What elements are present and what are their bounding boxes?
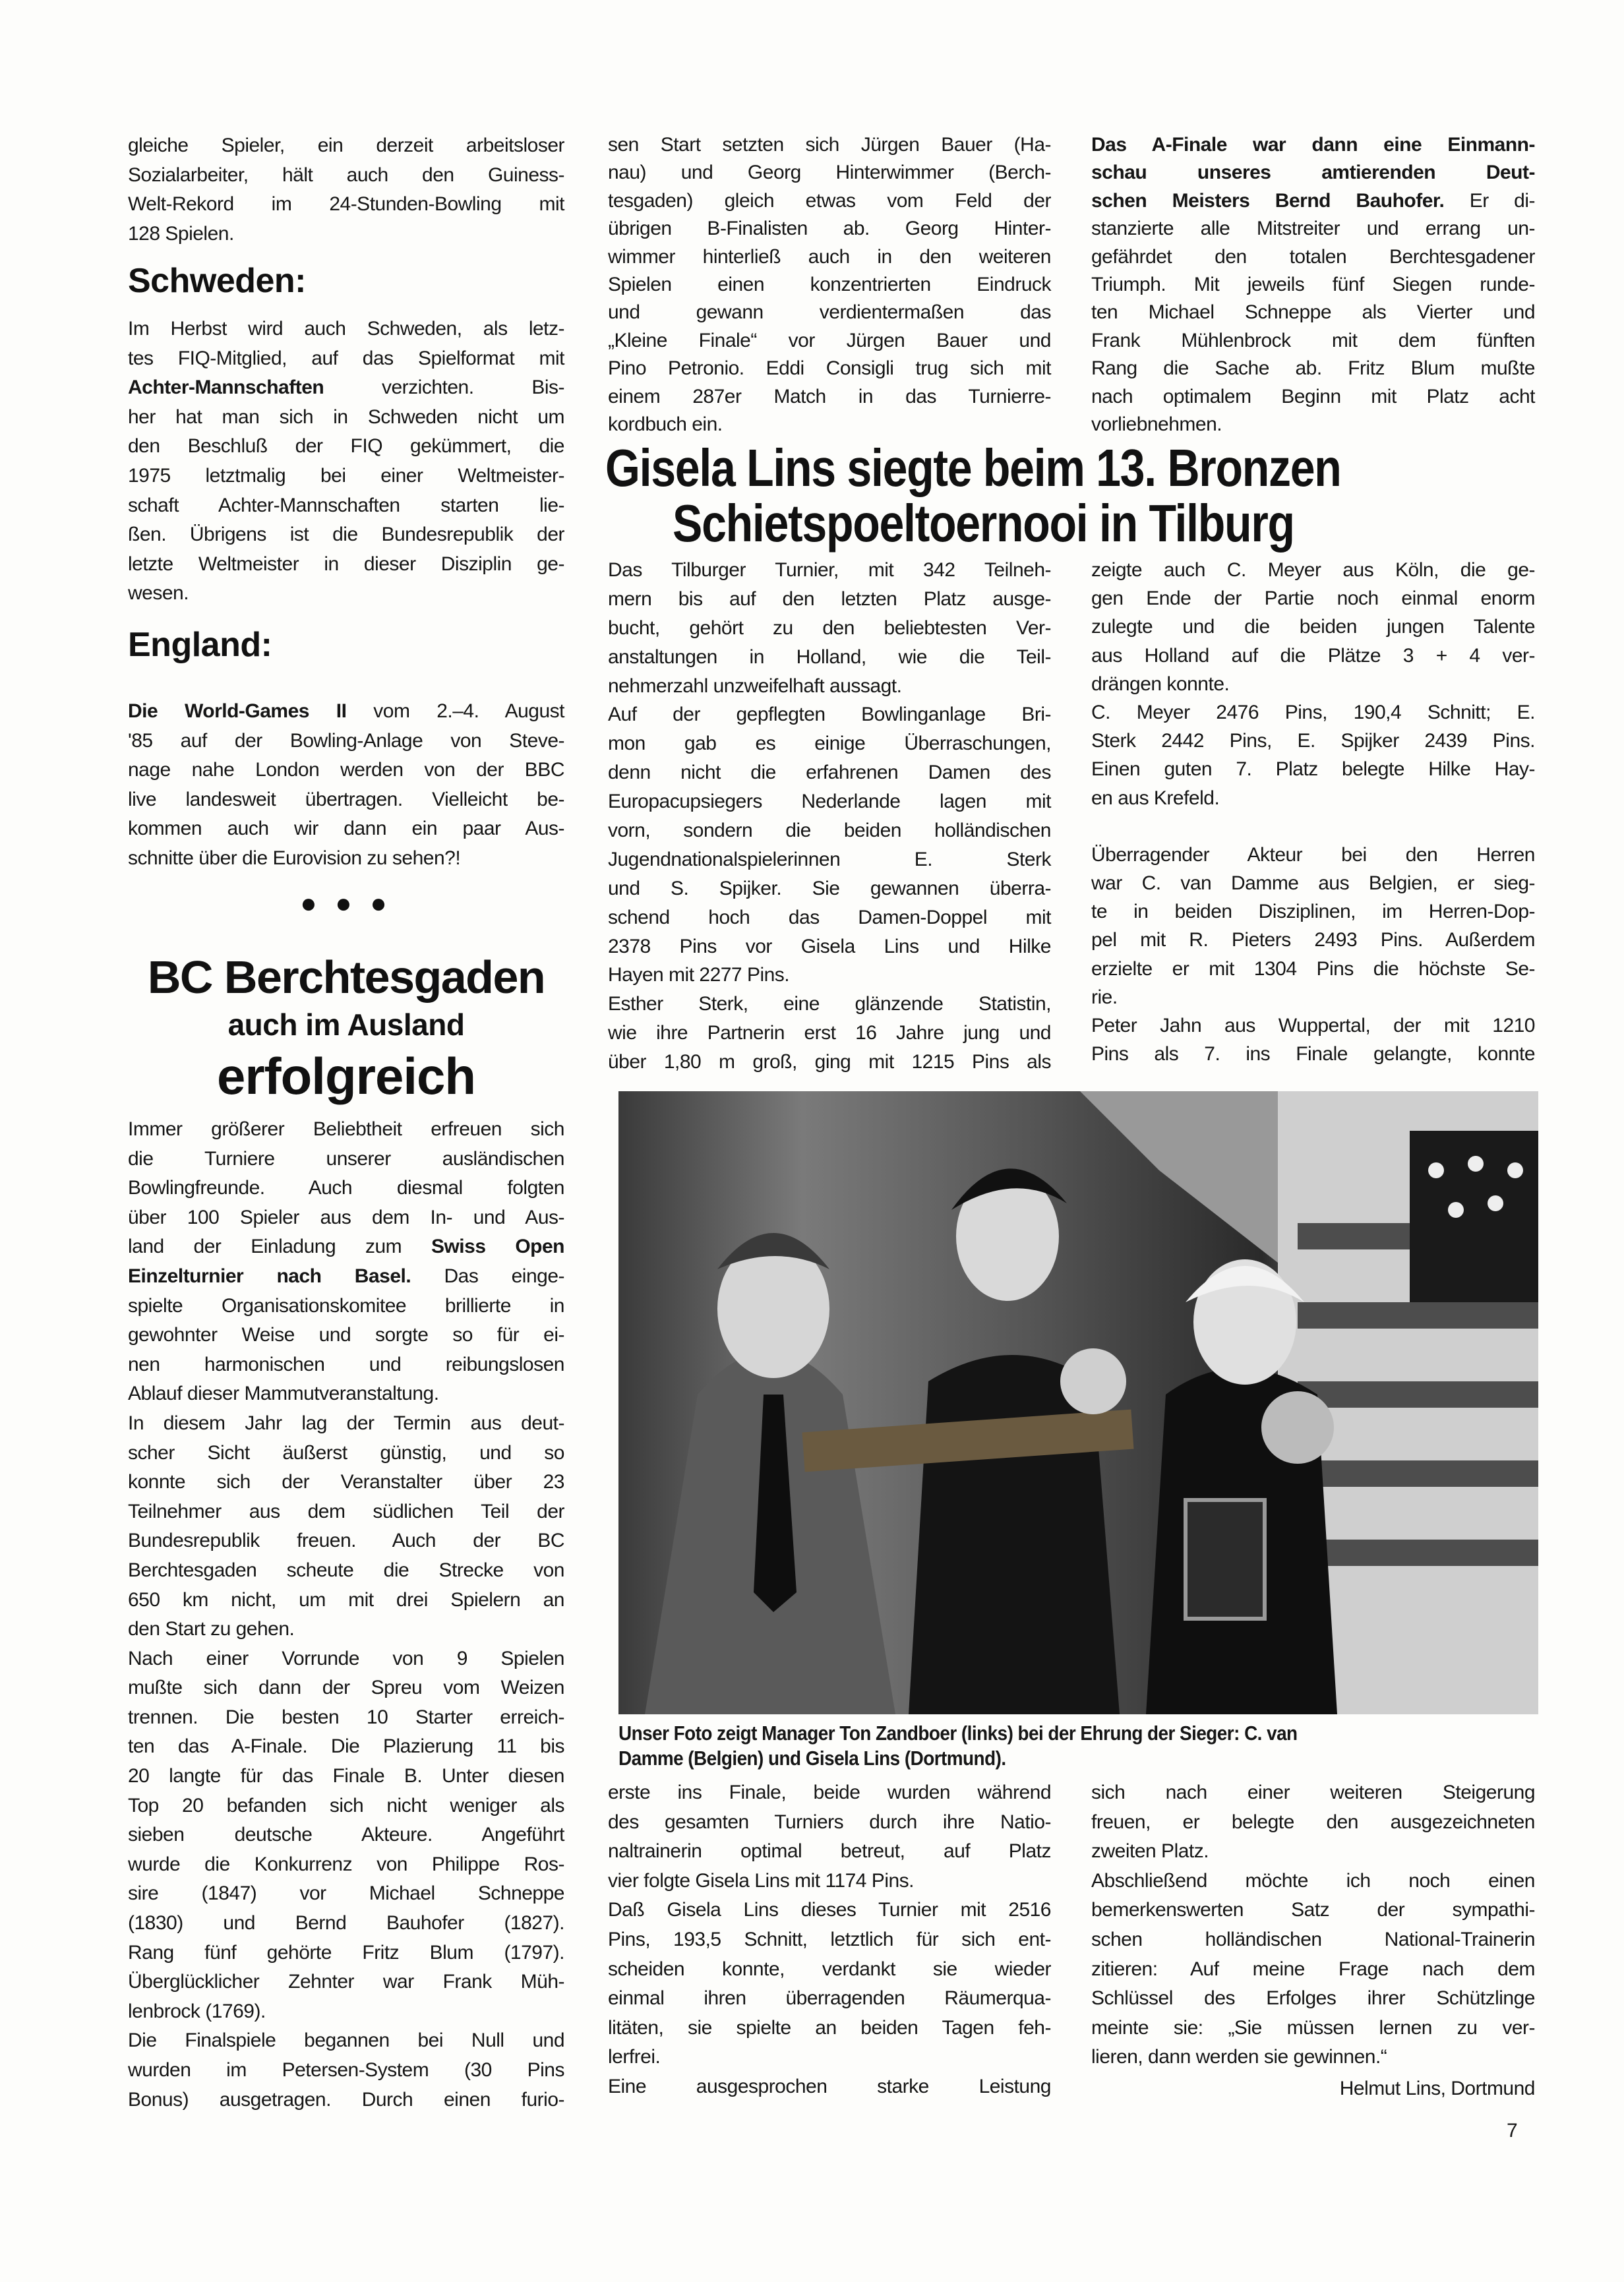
text-line: aus Holland auf die Plätze 3 + 4 ver-	[1091, 644, 1535, 667]
text-line: nach optimalem Beginn mit Platz acht	[1091, 385, 1535, 407]
text-line: tesgaden) gleich etwas vom Feld der	[608, 189, 1051, 212]
page-number: 7	[1507, 2120, 1518, 2142]
text-line: des gesamten Turniers durch ihre Natio-	[608, 1811, 1051, 1833]
text-line: In diesem Jahr lag der Termin aus deut-	[128, 1412, 564, 1434]
text-line: schen holländischen National-Trainerin	[1091, 1928, 1535, 1950]
text-line: Triumph. Mit jeweils fünf Siegen runde-	[1091, 273, 1535, 295]
text-line: Bundesrepublik freuen. Auch der BC	[128, 1530, 564, 1552]
text-line: Im Herbst wird auch Schweden, als letz-	[128, 318, 564, 340]
text-line: spielte Organisationskomitee brillierte in	[128, 1294, 564, 1317]
text-line: Pins als 7. ins Finale gelangte, konnte	[1091, 1043, 1535, 1066]
text-line: Eine ausgesprochen starke Leistung	[608, 2075, 1051, 2097]
text-line: Das Tilburger Turnier, mit 342 Teilneh-	[608, 559, 1051, 581]
text-line: die Turniere unserer ausländischen	[128, 1147, 564, 1170]
tilburg-headline-line1: Gisela Lins siegte beim 13. Bronzen	[605, 438, 1341, 497]
text-line: Welt-Rekord im 24-Stunden-Bowling mit	[128, 193, 564, 216]
text-line: Rang die Sache ab. Fritz Blum mußte	[1091, 357, 1535, 380]
text-line: Sterk 2442 Pins, E. Spijker 2439 Pins.	[1091, 730, 1535, 752]
award-photo	[618, 1091, 1538, 1714]
text-line: zulegte und die beiden jungen Talente	[1091, 616, 1535, 638]
text-line: bucht, gehört zu den beliebtesten Ver-	[608, 616, 1051, 639]
text-line: C. Meyer 2476 Pins, 190,4 Schnitt; E.	[1091, 701, 1535, 723]
text-line: Nach einer Vorrunde von 9 Spielen	[128, 1647, 564, 1669]
text-line: sich nach einer weiteren Steigerung	[1091, 1782, 1535, 1803]
text-line: nage nahe London werden von der BBC	[128, 759, 564, 781]
text-line: rie.	[1091, 986, 1118, 1008]
text-line: sire (1847) vor Michael Schneppe	[128, 1882, 564, 1905]
bc-title-2: erfolgreich	[216, 1047, 476, 1105]
text-line: nehmerzahl unzweifelhaft aussagt.	[608, 675, 902, 697]
text-line: Berchtesgaden scheute die Strecke von	[128, 1559, 564, 1581]
text-line: schaft Achter-Mannschaften starten lie-	[128, 494, 564, 516]
text-line: gleiche Spieler, ein derzeit arbeitsloser	[128, 135, 564, 156]
text: vom 2.–4. August	[346, 700, 564, 722]
author-byline: Helmut Lins, Dortmund	[1339, 2078, 1535, 2099]
text-line: en aus Krefeld.	[1091, 787, 1220, 809]
text-line: ten Michael Schneppe als Vierter und	[1091, 301, 1535, 324]
tilburg-col3-bottom-text	[1091, 1778, 1535, 2072]
caption-line-2: Damme (Belgien) und Gisela Lins (Dortmund).	[618, 1747, 1006, 1770]
tilburg-headline-line2: Schietspoeltoernooi in Tilburg	[673, 494, 1294, 553]
text-line: bemerkenswerten Satz der sympathi-	[1091, 1899, 1535, 1921]
text-line: Sozialarbeiter, hält auch den Guiness-	[128, 164, 564, 186]
text-line: ten das A-Finale. Die Plazierung 11 bis	[128, 1735, 564, 1758]
bc-subtitle: auch im Ausland	[227, 1007, 465, 1042]
text-line: war C. van Damme aus Belgien, er sieg-	[1091, 872, 1535, 895]
text-line: lieren, dann werden sie gewinnen.“	[1091, 2046, 1387, 2068]
text-line: konnte sich der Veranstalter über 23	[128, 1471, 564, 1493]
bold-text: Einzelturnier nach Basel.	[128, 1265, 411, 1287]
text-line: 128 Spielen.	[128, 222, 234, 245]
text-line: Frank Mühlenbrock mit dem fünften	[1091, 329, 1535, 351]
text-line: Die Finalspiele begannen bei Null und	[128, 2029, 564, 2052]
text-line: einem 287er Match in das Turnierre-	[608, 385, 1051, 407]
text-line: stanzierte alle Mitstreiter und errang un-	[1091, 218, 1535, 240]
text-line: te in beiden Disziplinen, im Herren-Dop-	[1091, 901, 1535, 923]
text-line: wie ihre Partnerin erst 16 Jahre jung und	[608, 1022, 1051, 1044]
text-line: Bonus) ausgetragen. Durch einen furio-	[128, 2088, 564, 2111]
text: land der Einladung zum	[128, 1236, 431, 1258]
text: verzichten. Bis-	[324, 376, 564, 399]
text-line: vier folgte Gisela Lins mit 1174 Pins.	[608, 1869, 915, 1892]
text-line: gefährdet den totalen Berchtesgadener	[1091, 245, 1535, 268]
bold-text: Achter-Mannschaften	[128, 376, 324, 399]
text-line: wurde die Konkurrenz von Philippe Ros-	[128, 1853, 564, 1875]
text-line: letzte Weltmeister in dieser Disziplin ge-	[128, 553, 564, 575]
caption-line-1: Unser Foto zeigt Manager Ton Zandboer (links) bei der Ehrung der Sieger: C. van	[618, 1722, 1298, 1745]
text-line: Pino Petronio. Eddi Consigli trug sich mit	[608, 357, 1051, 380]
text-line: Überragender Akteur bei den Herren	[1091, 843, 1535, 866]
text-line: Auf der gepflegten Bowlinganlage Bri-	[608, 704, 1051, 726]
photo-scene	[618, 1091, 1538, 1714]
col2-continued-text	[608, 131, 1051, 438]
text: Das einge-	[411, 1265, 564, 1287]
text-line: '85 auf der Bowling-Anlage von Steve-	[128, 729, 564, 752]
text-line: freuen, er belegte den ausgezeichneten	[1091, 1811, 1535, 1833]
text-line: kordbuch ein.	[608, 413, 723, 435]
text-line: Immer größerer Beliebtheit erfreuen sich	[128, 1118, 564, 1140]
england-text	[128, 697, 564, 874]
col1-intro-text	[128, 131, 564, 249]
text-line: 650 km nicht, um mit drei Spielern an	[128, 1588, 564, 1611]
text-line	[128, 1262, 564, 1292]
text-line	[1091, 159, 1535, 187]
text-line: mern bis auf den letzten Platz ausge-	[608, 587, 1051, 610]
separator-dots: ● ● ●	[300, 887, 392, 918]
text-line: wurden im Petersen-System (30 Pins	[128, 2059, 564, 2081]
text-line: gewohnter Weise und sorgte so für ei-	[128, 1324, 564, 1346]
text-line	[1091, 812, 1535, 841]
text-line: über 100 Spieler aus dem In- und Aus-	[128, 1206, 564, 1228]
text-line: 20 langte für das Finale B. Unter diesen	[128, 1765, 564, 1787]
text-line: wimmer hinterließ auch in den weiteren	[608, 245, 1051, 268]
text-line: Abschließend möchte ich noch einen	[1091, 1869, 1535, 1892]
bc-article-text	[128, 1115, 564, 2115]
text-line: Überglücklicher Zehnter war Frank Müh-	[128, 1971, 564, 1993]
heading-schweden: Schweden:	[128, 262, 306, 300]
text-line: schnitte über die Eurovision zu sehen?!	[128, 847, 461, 869]
text-line: Pins, 193,5 Schnitt, letztlich für sich ent-	[608, 1928, 1051, 1950]
text-line	[128, 697, 564, 727]
text-line: nen harmonischen und reibungslosen	[128, 1353, 564, 1375]
text-line	[128, 1232, 564, 1262]
text-line: Hayen mit 2277 Pins.	[608, 964, 790, 986]
text-line: pel mit R. Pieters 2493 Pins. Außerdem	[1091, 929, 1535, 951]
text-line: Daß Gisela Lins dieses Turnier mit 2516	[608, 1899, 1051, 1921]
text-line: Peter Jahn aus Wuppertal, der mit 1210	[1091, 1015, 1535, 1036]
text-line: 2378 Pins vor Gisela Lins und Hilke	[608, 935, 1051, 957]
text-line: Spielen einen konzentrierten Eindruck	[608, 273, 1051, 295]
text-line: naltrainerin optimal betreut, auf Platz	[608, 1840, 1051, 1863]
text-line: zweiten Platz.	[1091, 1840, 1209, 1863]
text-line: sen Start setzten sich Jürgen Bauer (Ha-	[608, 134, 1051, 156]
text-line: mußte sich dann der Spreu vom Weizen	[128, 1677, 564, 1699]
text-line: vorn, sondern die beiden holländischen	[608, 820, 1051, 842]
text-line: Esther Sterk, eine glänzende Statistin,	[608, 993, 1051, 1015]
text-line: zitieren: Auf meine Frage nach dem	[1091, 1958, 1535, 1980]
text-line: scher Sicht äußerst günstig, und so	[128, 1441, 564, 1464]
text-line: Rang fünf gehörte Fritz Blum (1797).	[128, 1941, 564, 1964]
text-line: trennen. Die besten 10 Starter erreich-	[128, 1706, 564, 1728]
text-line: meinte sie: „Sie müssen lernen zu ver-	[1091, 2016, 1535, 2039]
text-line	[1091, 131, 1535, 159]
text-line: tes FIQ-Mitglied, auf das Spielformat mit	[128, 347, 564, 369]
text-line: den Beschluß der FIQ gekümmert, die	[128, 435, 564, 458]
text-line: vorliebnehmen.	[1091, 413, 1222, 435]
text-line: Einen guten 7. Platz belegte Hilke Hay-	[1091, 758, 1535, 781]
tilburg-col3-text	[1091, 556, 1535, 1068]
bold-text: schau unseres amtierenden Deut-	[1091, 162, 1535, 184]
text-line: (1830) und Bernd Bauhofer (1827).	[128, 1912, 564, 1935]
text-line: Bowlingfreunde. Auch diesmal folgten	[128, 1177, 564, 1199]
bold-text: Das A-Finale war dann eine Einmann-	[1091, 134, 1535, 156]
bc-title: BC Berchtesgaden	[147, 951, 545, 1003]
text-line: lenbrock (1769).	[128, 2000, 266, 2022]
bold-text: schen Meisters Bernd Bauhofer.	[1091, 189, 1445, 212]
schweden-text	[128, 315, 564, 609]
text-line: kommen auch wir dann ein paar Aus-	[128, 818, 564, 840]
text-line: lerfrei.	[608, 2046, 661, 2068]
bold-text: Swiss Open	[431, 1236, 564, 1258]
text-line: erzielte er mit 1304 Pins die höchste Se-	[1091, 957, 1535, 980]
text-line: ßen. Übrigens ist die Bundesrepublik der	[128, 524, 564, 546]
text-line: und gewann verdientermaßen das	[608, 301, 1051, 324]
text-line: und S. Spijker. Sie gewannen überra-	[608, 877, 1051, 899]
text-line: nau) und Georg Hinterwimmer (Berch-	[608, 162, 1051, 184]
text-line: litäten, sie spielte an beiden Tagen feh-	[608, 2016, 1051, 2039]
text-line: gen Ende der Partie noch einmal enorm	[1091, 587, 1535, 610]
bold-text: Die World-Games II	[128, 700, 347, 722]
text-line: anstaltungen in Holland, wie die Teil-	[608, 646, 1051, 668]
text-line: live landesweit übertragen. Vielleicht be-	[128, 788, 564, 810]
text-line: Jugendnationalspielerinnen E. Sterk	[608, 848, 1051, 870]
text-line: einmal ihren überragenden Räumerqua-	[608, 1987, 1051, 2010]
text-line: mon gab es einige Überraschungen,	[608, 733, 1051, 755]
text-line: erste ins Finale, beide wurden während	[608, 1782, 1051, 1803]
text-line	[128, 373, 564, 403]
text-line: her hat man sich in Schweden nicht um	[128, 405, 564, 428]
text-line: 1975 letztmalig bei einer Weltmeister-	[128, 464, 564, 487]
text-line: den Start zu gehen.	[128, 1618, 295, 1640]
tilburg-col2-text	[608, 556, 1051, 1077]
tilburg-col2-bottom-text	[608, 1778, 1051, 2102]
text-line: Ablauf dieser Mammutveranstaltung.	[128, 1383, 439, 1405]
text-line: über 1,80 m groß, ging mit 1215 Pins als	[608, 1051, 1051, 1073]
text-line: übrigen B-Finalisten ab. Georg Hinter-	[608, 218, 1051, 240]
text-line: scheiden konnte, verdankt sie wieder	[608, 1958, 1051, 1980]
text: Er di-	[1444, 189, 1535, 212]
text-line: schend hoch das Damen-Doppel mit	[608, 906, 1051, 928]
text-line: wesen.	[128, 582, 189, 605]
text-line: „Kleine Finale“ vor Jürgen Bauer und	[608, 329, 1051, 351]
text-line: Schlüssel des Erfolges ihrer Schützlinge	[1091, 1987, 1535, 2010]
col3-continued-text	[1091, 131, 1535, 438]
text-line: drängen konnte.	[1091, 673, 1230, 695]
text-line: Teilnehmer aus dem südlichen Teil der	[128, 1500, 564, 1522]
text-line	[1091, 187, 1535, 215]
text-line: sieben deutsche Akteure. Angeführt	[128, 1824, 564, 1846]
text-line: denn nicht die erfahrenen Damen des	[608, 762, 1051, 784]
heading-england: England:	[128, 626, 272, 664]
photo-caption	[618, 1721, 1542, 1771]
text-line: zeigte auch C. Meyer aus Köln, die ge-	[1091, 559, 1535, 581]
text-line: Top 20 befanden sich nicht weniger als	[128, 1794, 564, 1817]
text-line: Europacupsiegers Nederlande lagen mit	[608, 791, 1051, 813]
